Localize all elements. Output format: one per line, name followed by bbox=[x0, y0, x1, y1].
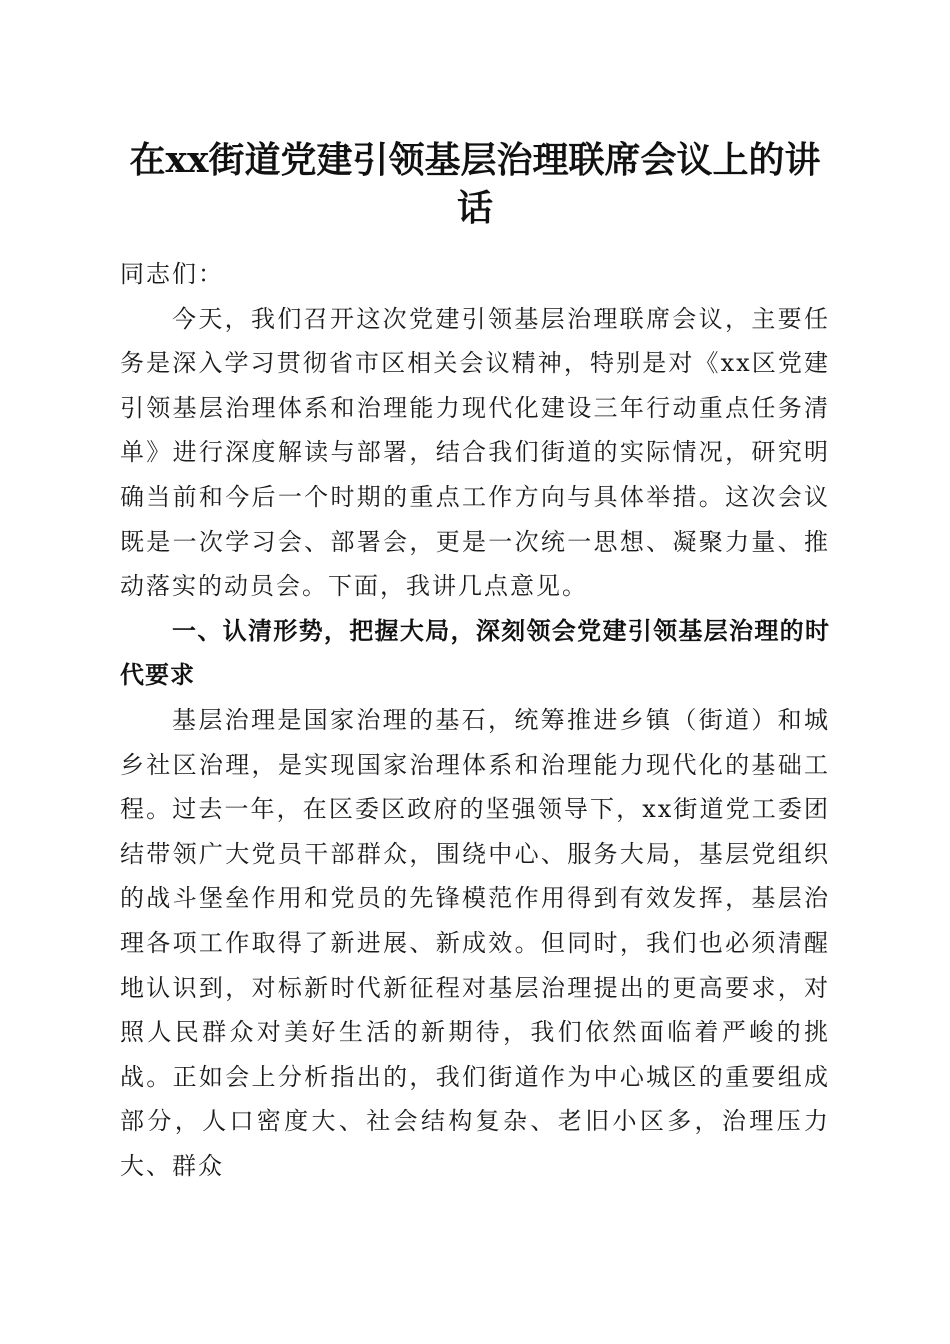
document-title: 在xx街道党建引领基层治理联席会议上的讲话 bbox=[129, 139, 821, 229]
section-paragraph: 基层治理是国家治理的基石，统筹推进乡镇（街道）和城乡社区治理，是实现国家治理体系和治理能力现代化的基础工程。过去一年，在区委区政府的坚强领导下，xx街道党工委团结带领广大党员干部群众，围绕中心、服务大局，基层党组织的战斗堡垒作用和党员的先锋模范作用得到有效发挥，基层治理各项工作取得了新进展、新成效。但同时，我们也必须清醒地认识到，对标新时代新征程对基层治理提出的更高要求，对照人民群众对美好生活的新期待，我们依然面临着严峻的挑战。正如会上分析指出的，我们街道作为中心城区的重要组成部分，人口密度大、社会结构复杂、老旧小区多，治理压力大、群众 bbox=[120, 705, 830, 1180]
section-heading: 一、认清形势，把握大局，深刻领会党建引领基层治理的时代要求 bbox=[120, 616, 830, 690]
document-body bbox=[120, 252, 830, 1188]
salutation: 同志们： bbox=[120, 260, 224, 288]
intro-paragraph: 今天，我们召开这次党建引领基层治理联席会议，主要任务是深入学习贯彻省市区相关会议精神，特别是对《xx区党建引领基层治理体系和治理能力现代化建设三年行动重点任务清单》进行深度解读与部署，结合我们街道的实际情况，研究明确当前和今后一个时期的重点工作方向与具体举措。这次会议既是一次学习会、部署会，更是一次统一思想、凝聚力量、推动落实的动员会。下面，我讲几点意见。 bbox=[120, 304, 830, 601]
